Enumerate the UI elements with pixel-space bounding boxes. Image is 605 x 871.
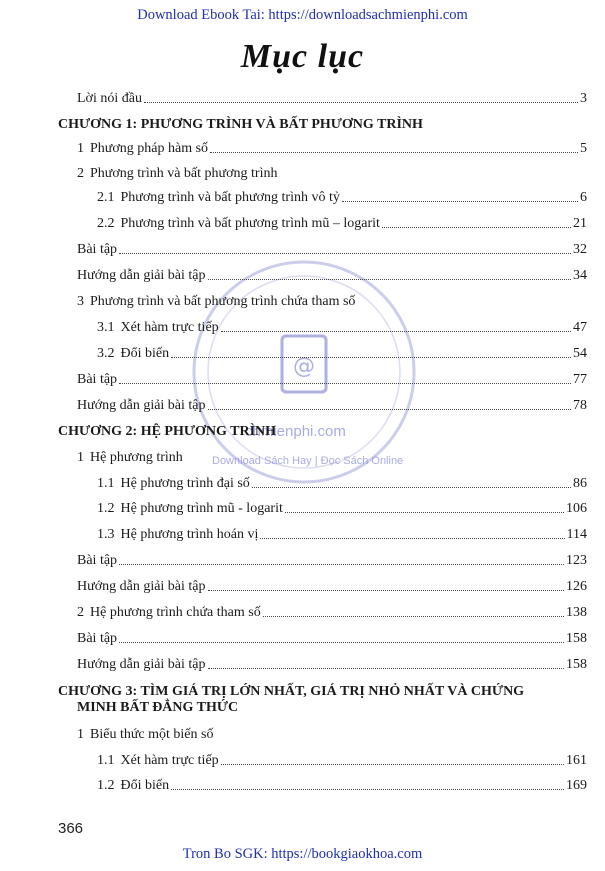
toc-entry-page: 169 (566, 778, 587, 793)
toc-entry-label: Hệ phương trình mũ - logarit (120, 501, 283, 516)
dot-leader (171, 788, 564, 790)
toc-entry-label: Phương trình và bất phương trình mũ – logarit (120, 216, 380, 231)
toc-entry-label: Hệ phương trình hoán vị (120, 527, 259, 542)
toc-entry-label: Bài tập (77, 631, 118, 646)
toc-entry-label: Phương trình và bất phương trình chứa tham số (90, 294, 356, 309)
toc-entry[interactable] (97, 526, 587, 543)
footer-link[interactable]: Tron Bo SGK: https://bookgiaokhoa.com (182, 846, 423, 862)
toc-entry-label: Bài tập (77, 242, 118, 257)
dot-leader (342, 200, 578, 202)
toc-entry-page: 126 (566, 579, 587, 594)
toc-entry[interactable] (77, 397, 587, 414)
toc-entry-label: Xét hàm trực tiếp (120, 320, 219, 335)
toc-entry-label: Hệ phương trình (90, 450, 183, 465)
dot-leader (221, 330, 571, 332)
toc-entry-page: 6 (580, 190, 587, 205)
dot-leader (208, 408, 571, 410)
toc-entry-number: 2.2 (97, 216, 115, 231)
toc-entry[interactable] (77, 267, 587, 284)
toc-entry-page: 3 (580, 91, 587, 106)
toc-entry-number: 3.2 (97, 346, 115, 361)
toc-entry[interactable] (97, 475, 587, 492)
toc-entry[interactable] (97, 777, 587, 794)
toc-entry-number: 3.1 (97, 320, 115, 335)
toc-entry[interactable] (77, 656, 587, 673)
toc-entry-number: 1 (77, 727, 84, 742)
toc-entry[interactable] (77, 371, 587, 388)
toc-entry[interactable] (97, 189, 587, 206)
toc-entry-page: 161 (566, 753, 587, 768)
dot-leader (285, 511, 564, 513)
chapter-heading-line2: MINH BẤT ĐẲNG THỨC (77, 700, 239, 715)
toc-entry-number: 2 (77, 166, 84, 181)
toc-entry[interactable] (77, 140, 587, 157)
toc-entry-page: 158 (566, 657, 587, 672)
watermark-tagline: Download Sách Hay | Đọc Sách Online (212, 455, 404, 467)
toc-entry[interactable] (77, 726, 213, 743)
toc-entry-label: Phương pháp hàm số (90, 141, 209, 156)
toc-entry-number: 1.2 (97, 501, 115, 516)
toc-entry[interactable] (97, 345, 587, 362)
toc-entry-page: 106 (566, 501, 587, 516)
toc-entry-page: 21 (573, 216, 587, 231)
toc-entry-label: Hệ phương trình đại số (120, 476, 250, 491)
dot-leader (119, 382, 571, 384)
toc-entry-label: Phương trình và bất phương trình vô tỷ (120, 190, 340, 205)
dot-leader (221, 763, 564, 765)
toc-entry-page: 32 (573, 242, 587, 257)
toc-entry[interactable] (77, 552, 587, 569)
toc-entry[interactable] (97, 500, 587, 517)
toc-entry-number: 1.3 (97, 527, 115, 542)
toc-entry[interactable] (77, 604, 587, 621)
header-link[interactable]: Download Ebook Tai: https://downloadsachmienphi.com (137, 7, 468, 23)
chapter-heading: CHƯƠNG 3: TÌM GIÁ TRỊ LỚN NHẤT, GIÁ TRỊ NHỎ NHẤT VÀ CHỨNG (58, 684, 525, 699)
toc-entry[interactable] (97, 215, 587, 232)
toc-entry-label: Hướng dẫn giải bài tập (77, 579, 206, 594)
dot-leader (119, 563, 564, 565)
toc-entry-page: 47 (573, 320, 587, 335)
toc-entry[interactable] (77, 449, 183, 466)
dot-leader (208, 278, 571, 280)
toc-entry[interactable] (77, 241, 587, 258)
toc-entry-page: 158 (566, 631, 587, 646)
toc-entry-label: Hướng dẫn giải bài tập (77, 398, 206, 413)
dot-leader (119, 252, 571, 254)
dot-leader (171, 356, 571, 358)
toc-entry-number: 1 (77, 141, 84, 156)
chapter-heading: CHƯƠNG 2: HỆ PHƯƠNG TRÌNH (58, 424, 277, 439)
toc-entry-label: Xét hàm trực tiếp (120, 753, 219, 768)
toc-entry-number: 2.1 (97, 190, 115, 205)
toc-entry-label: Phương trình và bất phương trình (90, 166, 278, 181)
toc-entry[interactable] (77, 630, 587, 647)
toc-entry-label: Bài tập (77, 372, 118, 387)
toc-entry-label: Hướng dẫn giải bài tập (77, 268, 206, 283)
dot-leader (252, 486, 571, 488)
toc-entry[interactable] (77, 293, 355, 310)
toc-entry-label: Hệ phương trình chứa tham số (90, 605, 261, 620)
toc-entry[interactable] (77, 578, 587, 595)
toc-entry-page: 54 (573, 346, 587, 361)
toc-entry-number: 2 (77, 605, 84, 620)
toc-entry-label: Bài tập (77, 553, 118, 568)
toc-entry-page: 86 (573, 476, 587, 491)
page-title: Mục lục (240, 38, 365, 75)
toc-entry-number: 1 (77, 450, 84, 465)
toc-entry[interactable] (97, 752, 587, 769)
toc-entry[interactable] (77, 90, 587, 107)
toc-entry-number: 1.1 (97, 476, 115, 491)
watermark-site: chmienphi.com (245, 423, 346, 440)
toc-entry-page: 5 (580, 141, 587, 156)
toc-entry-page: 114 (566, 527, 587, 542)
toc-entry-number: 3 (77, 294, 84, 309)
dot-leader (382, 226, 571, 228)
svg-text:@: @ (293, 354, 315, 379)
toc-entry-label: Đổi biến (120, 778, 170, 793)
toc-entry-label: Lời nói đầu (77, 91, 142, 106)
toc-entry-number: 1.1 (97, 753, 115, 768)
toc-entry-page: 123 (566, 553, 587, 568)
toc-entry[interactable] (77, 165, 277, 182)
dot-leader (208, 589, 564, 591)
dot-leader (260, 537, 564, 539)
dot-leader (144, 101, 578, 103)
toc-entry-label: Biểu thức một biến số (90, 727, 214, 742)
toc-entry-number: 1.2 (97, 778, 115, 793)
page-number: 366 (58, 820, 84, 837)
toc-entry-label: Hướng dẫn giải bài tập (77, 657, 206, 672)
toc-entry-page: 77 (573, 372, 587, 387)
toc-entry-page: 78 (573, 398, 587, 413)
toc-entry-page: 138 (566, 605, 587, 620)
dot-leader (119, 641, 564, 643)
toc-entry[interactable] (97, 319, 587, 336)
dot-leader (210, 151, 578, 153)
toc-entry-page: 34 (573, 268, 587, 283)
dot-leader (208, 667, 564, 669)
chapter-heading: CHƯƠNG 1: PHƯƠNG TRÌNH VÀ BẤT PHƯƠNG TRÌNH (58, 117, 423, 132)
toc-entry-label: Đổi biến (120, 346, 170, 361)
dot-leader (263, 615, 564, 617)
